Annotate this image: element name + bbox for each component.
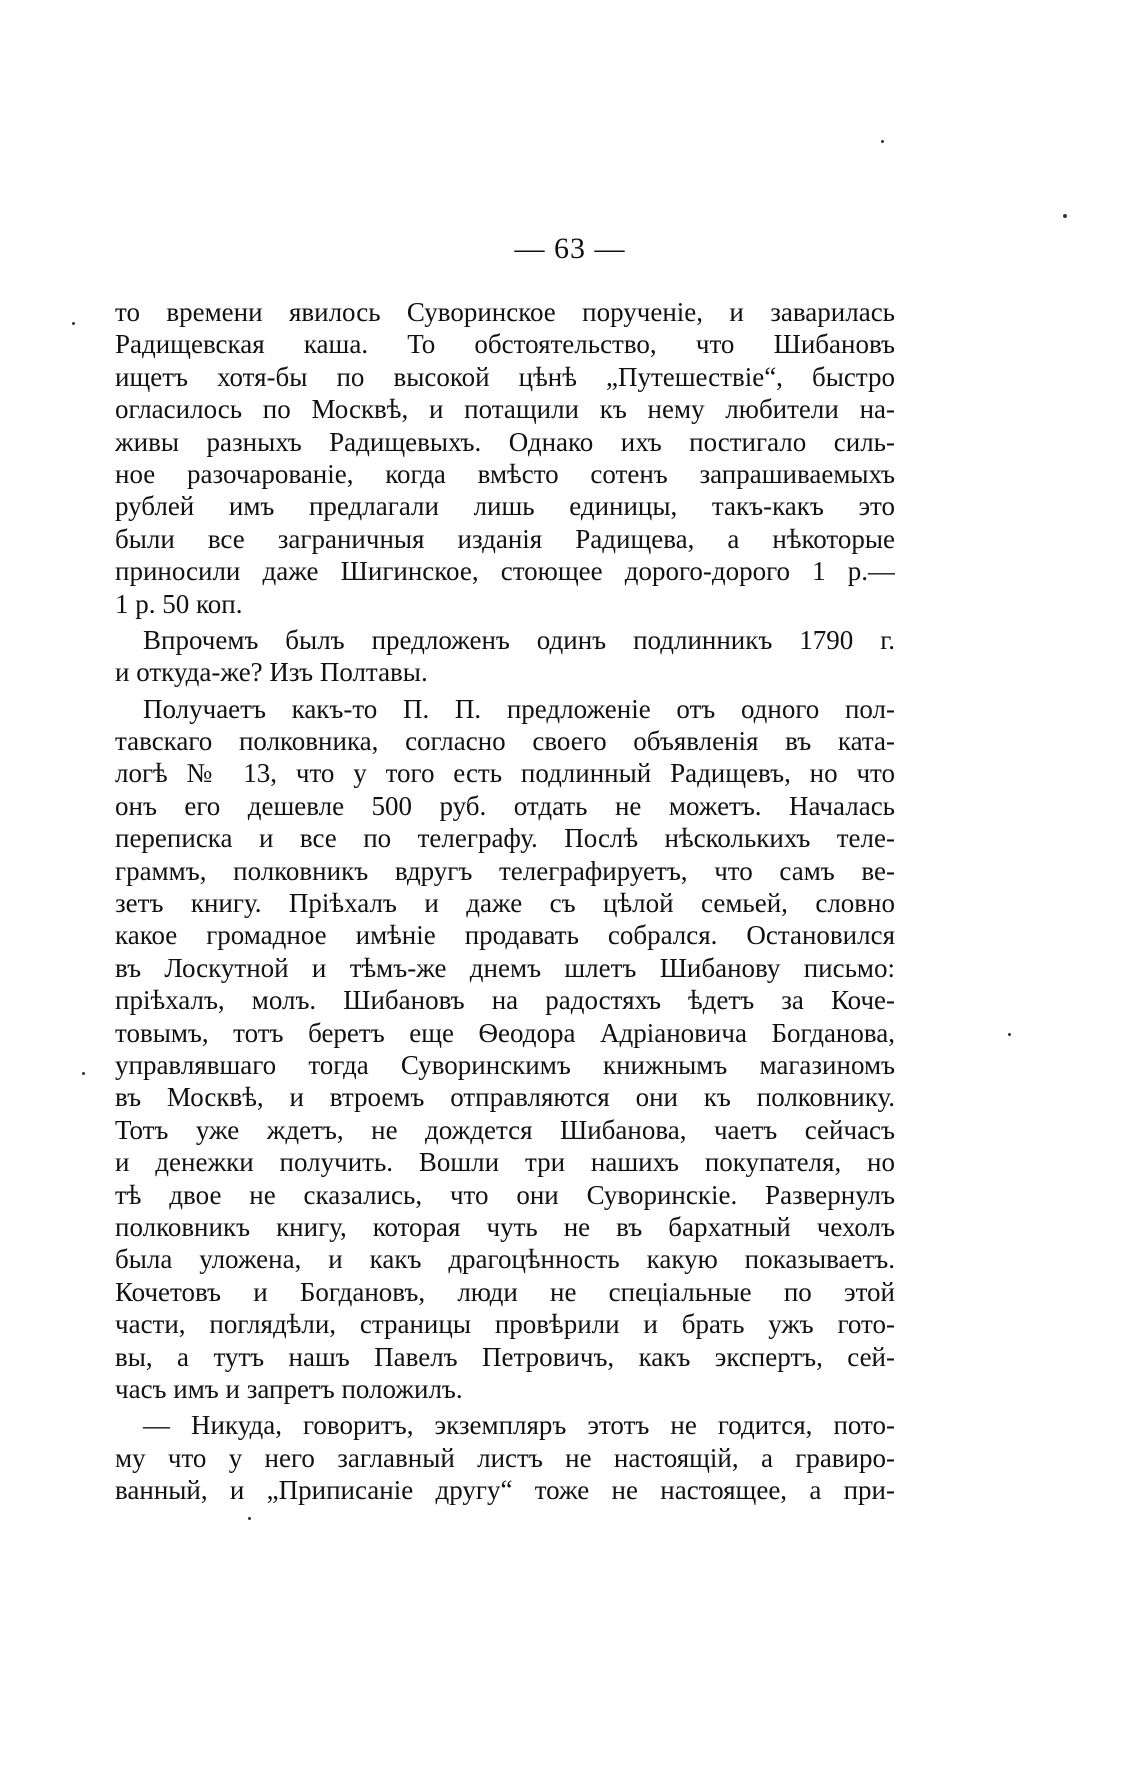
print-speck — [1008, 1033, 1011, 1036]
text-line: тѣ двое не сказались, что они Суворинскіе. Развернулъ — [115, 1179, 895, 1210]
text-line: 1 р. 50 коп. — [115, 588, 243, 619]
text-line: была уложена, и какъ драгоцѣнность какую показываетъ. — [115, 1244, 895, 1275]
page-number: — 63 — — [514, 232, 626, 265]
text-line: рублей имъ предлагали лишь единицы, такъ-какъ это — [115, 491, 895, 522]
text-line: и откуда-же? Изъ Полтавы. — [115, 657, 428, 688]
text-line: приносили даже Шигинское, стоющее дорого-дорого 1 р.— — [115, 556, 895, 587]
text-line: зетъ книгу. Пріѣхалъ и даже съ цѣлой семьей, словно — [115, 888, 895, 919]
text-line: ищетъ хотя-бы по высокой цѣнѣ „Путешествіе“, быстро — [115, 361, 895, 392]
text-line: онъ его дешевле 500 руб. отдать не можетъ. Началась — [115, 790, 895, 821]
paragraph — [115, 296, 895, 620]
paragraph — [115, 624, 895, 689]
text-line: Тотъ уже ждетъ, не дождется Шибанова, чаетъ сейчасъ — [115, 1114, 895, 1145]
text-line: управлявшаго тогда Суворинскимъ книжнымъ магазиномъ — [115, 1049, 895, 1080]
text-line: товымъ, тотъ беретъ еще Ѳеодора Адріановича Богданова, — [115, 1017, 895, 1048]
text-line: какое громадное имѣніе продавать собрался. Остановился — [115, 920, 895, 951]
body-text — [115, 296, 895, 1506]
text-line: логѣ № 13, что у того есть подлинный Радищевъ, но что — [115, 758, 895, 789]
print-speck — [881, 140, 884, 143]
text-line: полковникъ книгу, которая чуть не въ бархатный чехолъ — [115, 1211, 895, 1242]
text-line: живы разныхъ Радищевыхъ. Однако ихъ постигало силь- — [115, 426, 895, 457]
text-line: му что у него заглавный листъ не настоящій, а гравиро- — [115, 1442, 895, 1473]
text-line: и денежки получить. Вошли три нашихъ покупателя, но — [115, 1147, 895, 1178]
text-line: были все заграничныя изданія Радищева, а нѣкоторые — [115, 523, 895, 554]
text-line: Радищевская каша. То обстоятельство, что Шибановъ — [115, 329, 895, 360]
print-speck — [72, 322, 75, 325]
text-line: — Никуда, говоритъ, экземпляръ этотъ не годится, пото- — [143, 1410, 895, 1441]
text-line: переписка и все по телеграфу. Послѣ нѣсколькихъ теле- — [115, 823, 895, 854]
paragraph — [115, 1409, 895, 1506]
text-line: въ Лоскутной и тѣмъ-же днемъ шлетъ Шибанову письмо: — [115, 952, 895, 983]
text-line: ное разочарованіе, когда вмѣсто сотенъ запрашиваемыхъ — [115, 458, 895, 489]
text-line: часъ имъ и запретъ положилъ. — [115, 1373, 463, 1404]
text-line: Получаетъ какъ-то П. П. предложеніе отъ одного пол- — [143, 693, 895, 724]
text-line: пріѣхалъ, молъ. Шибановъ на радостяхъ ѣдетъ за Коче- — [115, 985, 895, 1016]
text-line: тавскаго полковника, согласно своего объявленія въ ката- — [115, 726, 895, 757]
text-line: Кочетовъ и Богдановъ, люди не спеціальные по этой — [115, 1276, 895, 1307]
text-line: Впрочемъ былъ предложенъ одинъ подлинникъ 1790 г. — [143, 624, 895, 655]
print-speck — [82, 1072, 85, 1075]
text-line: ванный, и „Приписаніе другу“ тоже не настоящее, а при- — [115, 1475, 895, 1506]
text-line: огласилось по Москвѣ, и потащили къ нему любители на- — [115, 394, 895, 425]
paragraph — [115, 693, 895, 1406]
print-speck — [1063, 214, 1067, 218]
text-line: въ Москвѣ, и втроемъ отправляются они къ полковнику. — [115, 1082, 895, 1113]
print-speck — [248, 1517, 251, 1520]
text-line: части, поглядѣли, страницы провѣрили и брать ужъ гото- — [115, 1309, 895, 1340]
text-line: вы, а тутъ нашъ Павелъ Петровичъ, какъ экспертъ, сей- — [115, 1341, 895, 1372]
text-line: то времени явилось Суворинское порученіе, и заварилась — [115, 297, 895, 327]
text-line: граммъ, полковникъ вдругъ телеграфируетъ, что самъ ве- — [115, 855, 895, 886]
